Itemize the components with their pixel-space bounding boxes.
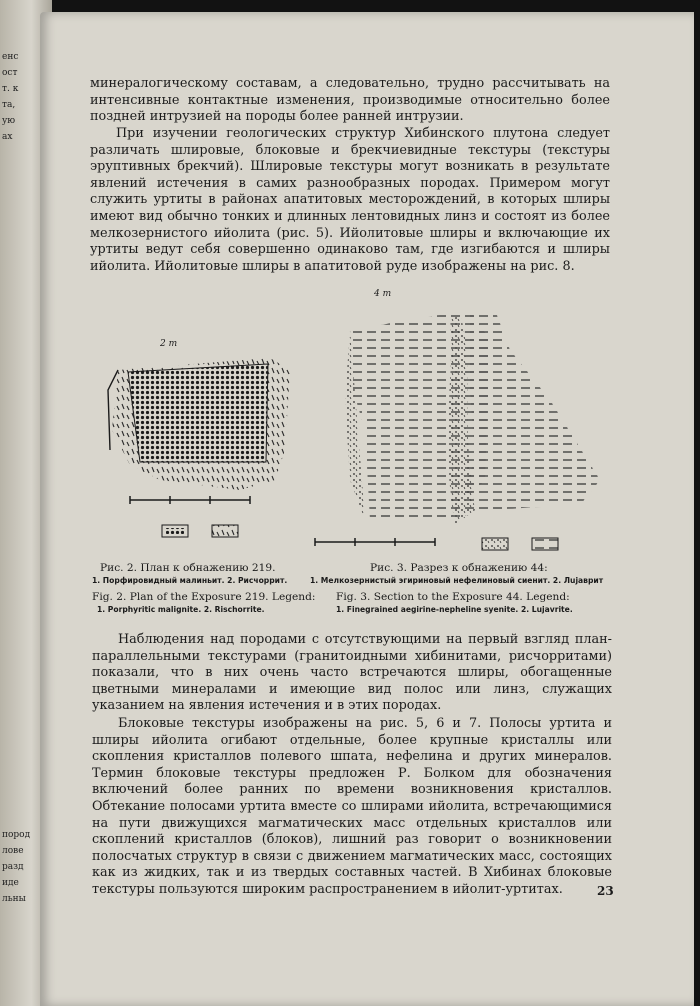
margin-fragment: ах [2,132,13,142]
margin-fragment: льны [2,894,26,904]
figure-3-caption-en: Fig. 3. Section to the Exposure 44. Legend: [336,591,570,603]
paragraph-2: При изучении геологических структур Хибинского плутона следует различать шлировые, блоковые и брекчиевидные текстуры (текстуры эруптивных брекчий). Шлировые текстуры могут возникать в результате явлений истечения в самих разнообразных породах. Примером могут служить уртиты в районах апатитовых месторождений, в которых шлиры имеют вид обычно тонких и длинных лентовидных линз и состоят из более мелкозернистого ийолита (рис. 5). Ийолитовые шлиры и включающие их уртиты ведут себя совершенно одинаково там, где изгибаются и шлиры ийолита. Ийолитовые шлиры в апатитовой руде изображены на рис. 8. [90,126,610,274]
margin-fragment: разд [2,862,24,872]
figure-3-caption-ru: Рис. 3. Разрез к обнажению 44: [370,562,548,574]
page-number: 23 [597,884,614,898]
figure-3-legend-ru: 1. Мелкозернистый эгириновый нефелиновый сиенит. 2. Лujаврит [310,576,604,585]
figure-3-section [310,280,610,560]
margin-fragment: лове [2,846,24,856]
margin-fragment: т. к [2,84,19,94]
margin-fragment: та, [2,100,16,110]
figure-2-scale-label: 2 m [160,339,178,349]
figure-3-scale-label: 4 m [374,289,392,299]
figure-3-legend-en: 1. Finegrained aegirine-nepheline syenite. 2. Lujavrite. [336,605,573,614]
figure-2-caption-ru: Рис. 2. План к обнажению 219. [100,562,276,574]
figure-2-legend-en: 1. Porphyritic malignite. 2. Rischorrite. [97,605,265,614]
margin-fragment: енс [2,52,19,62]
paragraph-3: Наблюдения над породами с отсутствующими на первый взгляд план-параллельными текстурами (гранитоидными хибинитами, рисчорритами) показали, что в них очень часто встречаются шлиры, обогащенные цветными минералами и имеющие вид полос или линз, служащих указанием на явления истечения и в этих породах. [92,632,612,714]
paragraph-4: Блоковые текстуры изображены на рис. 5, 6 и 7. Полосы уртита и шлиры ийолита огибают отдельные, более крупные кристаллы или скопления кристаллов полевого шпата, нефелина и других минералов. Термин блоковые текстуры предложен Р. Болком для обозначения включений более ранних по времени возникновения кристаллов. Обтекание полосами уртита вместе со шлирами ийолита, встречающимися на пути движущихся магматических масс отдельных кристаллов или скоплений кристаллов (блоков), лишний раз говорит о возникновении полосчатых структур в связи с движением магматических масс, состоящих как из жидких, так и из твердых составных частей. В Хибинах блоковые текстуры пользуются широким распространением в ийолит-уртитах. [92,716,612,897]
margin-fragment: пород [2,830,31,840]
paragraph-1: минералогическому составам, а следовательно, трудно рассчитывать на интенсивные контактные изменения, производимые относительно более поздней интрузией на породы более ранней интрузии. [90,76,610,125]
figure-2-legend-ru: 1. Порфировидный малиньит. 2. Рисчоррит. [92,576,288,585]
margin-fragment: ую [2,116,16,126]
figure-2-caption-en: Fig. 2. Plan of the Exposure 219. Legend: [92,591,316,603]
margin-fragment: ост [2,68,18,78]
figure-2-plan [100,330,300,545]
margin-fragment: иде [2,878,19,888]
